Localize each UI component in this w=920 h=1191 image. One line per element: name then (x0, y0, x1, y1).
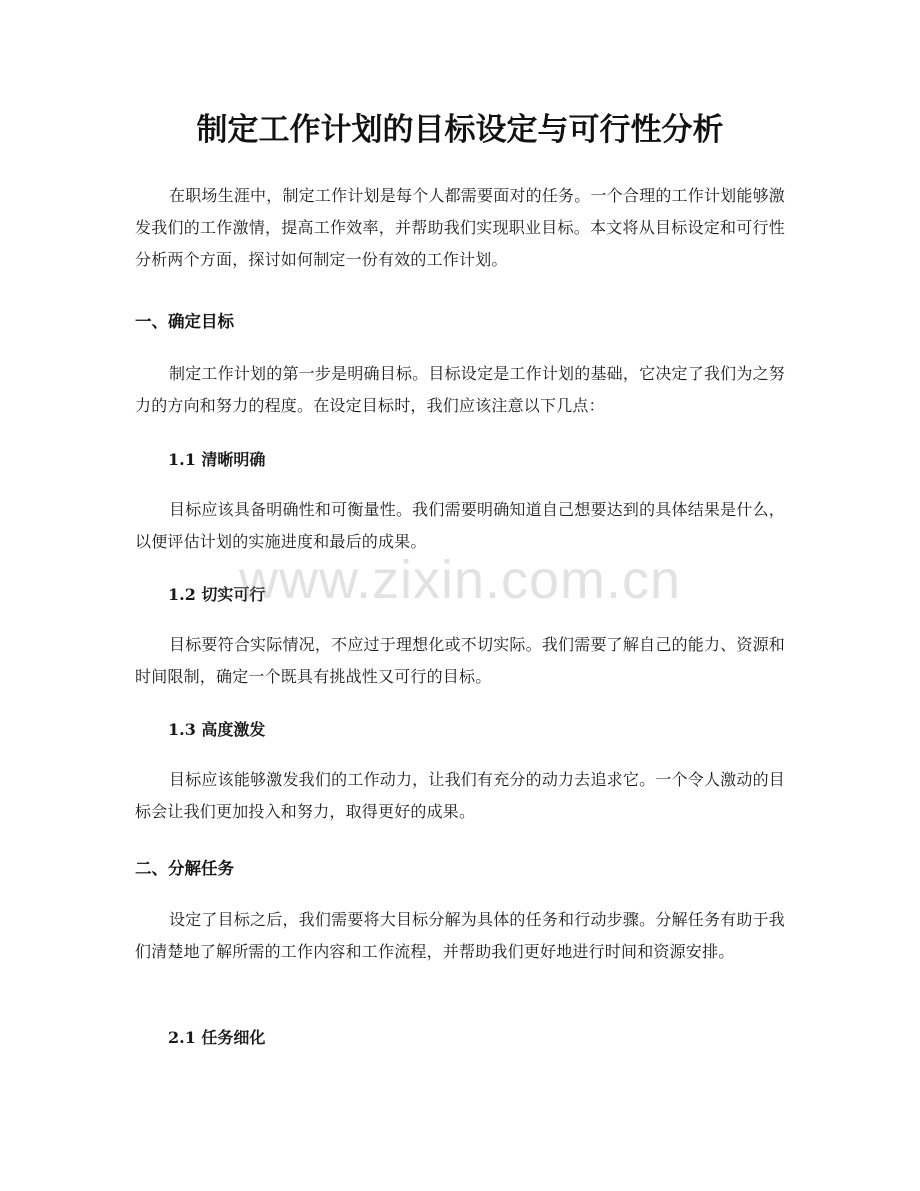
section-2-heading: 二、分解任务 (135, 859, 234, 878)
section-1-intro: 制定工作计划的第一步是明确目标。目标设定是工作计划的基础，它决定了我们为之努力的方向和努力的程度。在设定目标时，我们应该注意以下几点： (135, 364, 785, 415)
intro-paragraph: 在职场生涯中，制定工作计划是每个人都需要面对的任务。一个合理的工作计划能够激发我们的工作激情，提高工作效率，并帮助我们实现职业目标。本文将从目标设定和可行性分析两个方面，探讨如何制定一份有效的工作计划。 (135, 186, 785, 269)
subsection-1-3-text: 目标应该能够激发我们的工作动力，让我们有充分的动力去追求它。一个令人激动的目标会让我们更加投入和努力，取得更好的成果。 (135, 770, 785, 821)
subsection-2-1-heading: 2.1 任务细化 (168, 1028, 266, 1047)
subsection-1-2-text: 目标要符合实际情况，不应过于理想化或不切实际。我们需要了解自己的能力、资源和时间限制，确定一个既具有挑战性又可行的目标。 (135, 635, 785, 686)
section-2-intro: 设定了目标之后，我们需要将大目标分解为具体的任务和行动步骤。分解任务有助于我们清楚地了解所需的工作内容和工作流程，并帮助我们更好地进行时间和资源安排。 (135, 910, 785, 961)
subsection-1-1-text: 目标应该具备明确性和可衡量性。我们需要明确知道自己想要达到的具体结果是什么，以便评估计划的实施进度和最后的成果。 (135, 500, 785, 551)
watermark-text: www.zixin.com.cn (238, 550, 682, 610)
subsection-1-2-heading: 1.2 切实可行 (168, 585, 266, 604)
subsection-1-3-heading: 1.3 高度激发 (168, 720, 266, 739)
subsection-1-1-heading: 1.1 清晰明确 (168, 450, 266, 469)
document-title: 制定工作计划的目标设定与可行性分析 (196, 112, 724, 148)
section-1-heading: 一、确定目标 (135, 312, 234, 331)
